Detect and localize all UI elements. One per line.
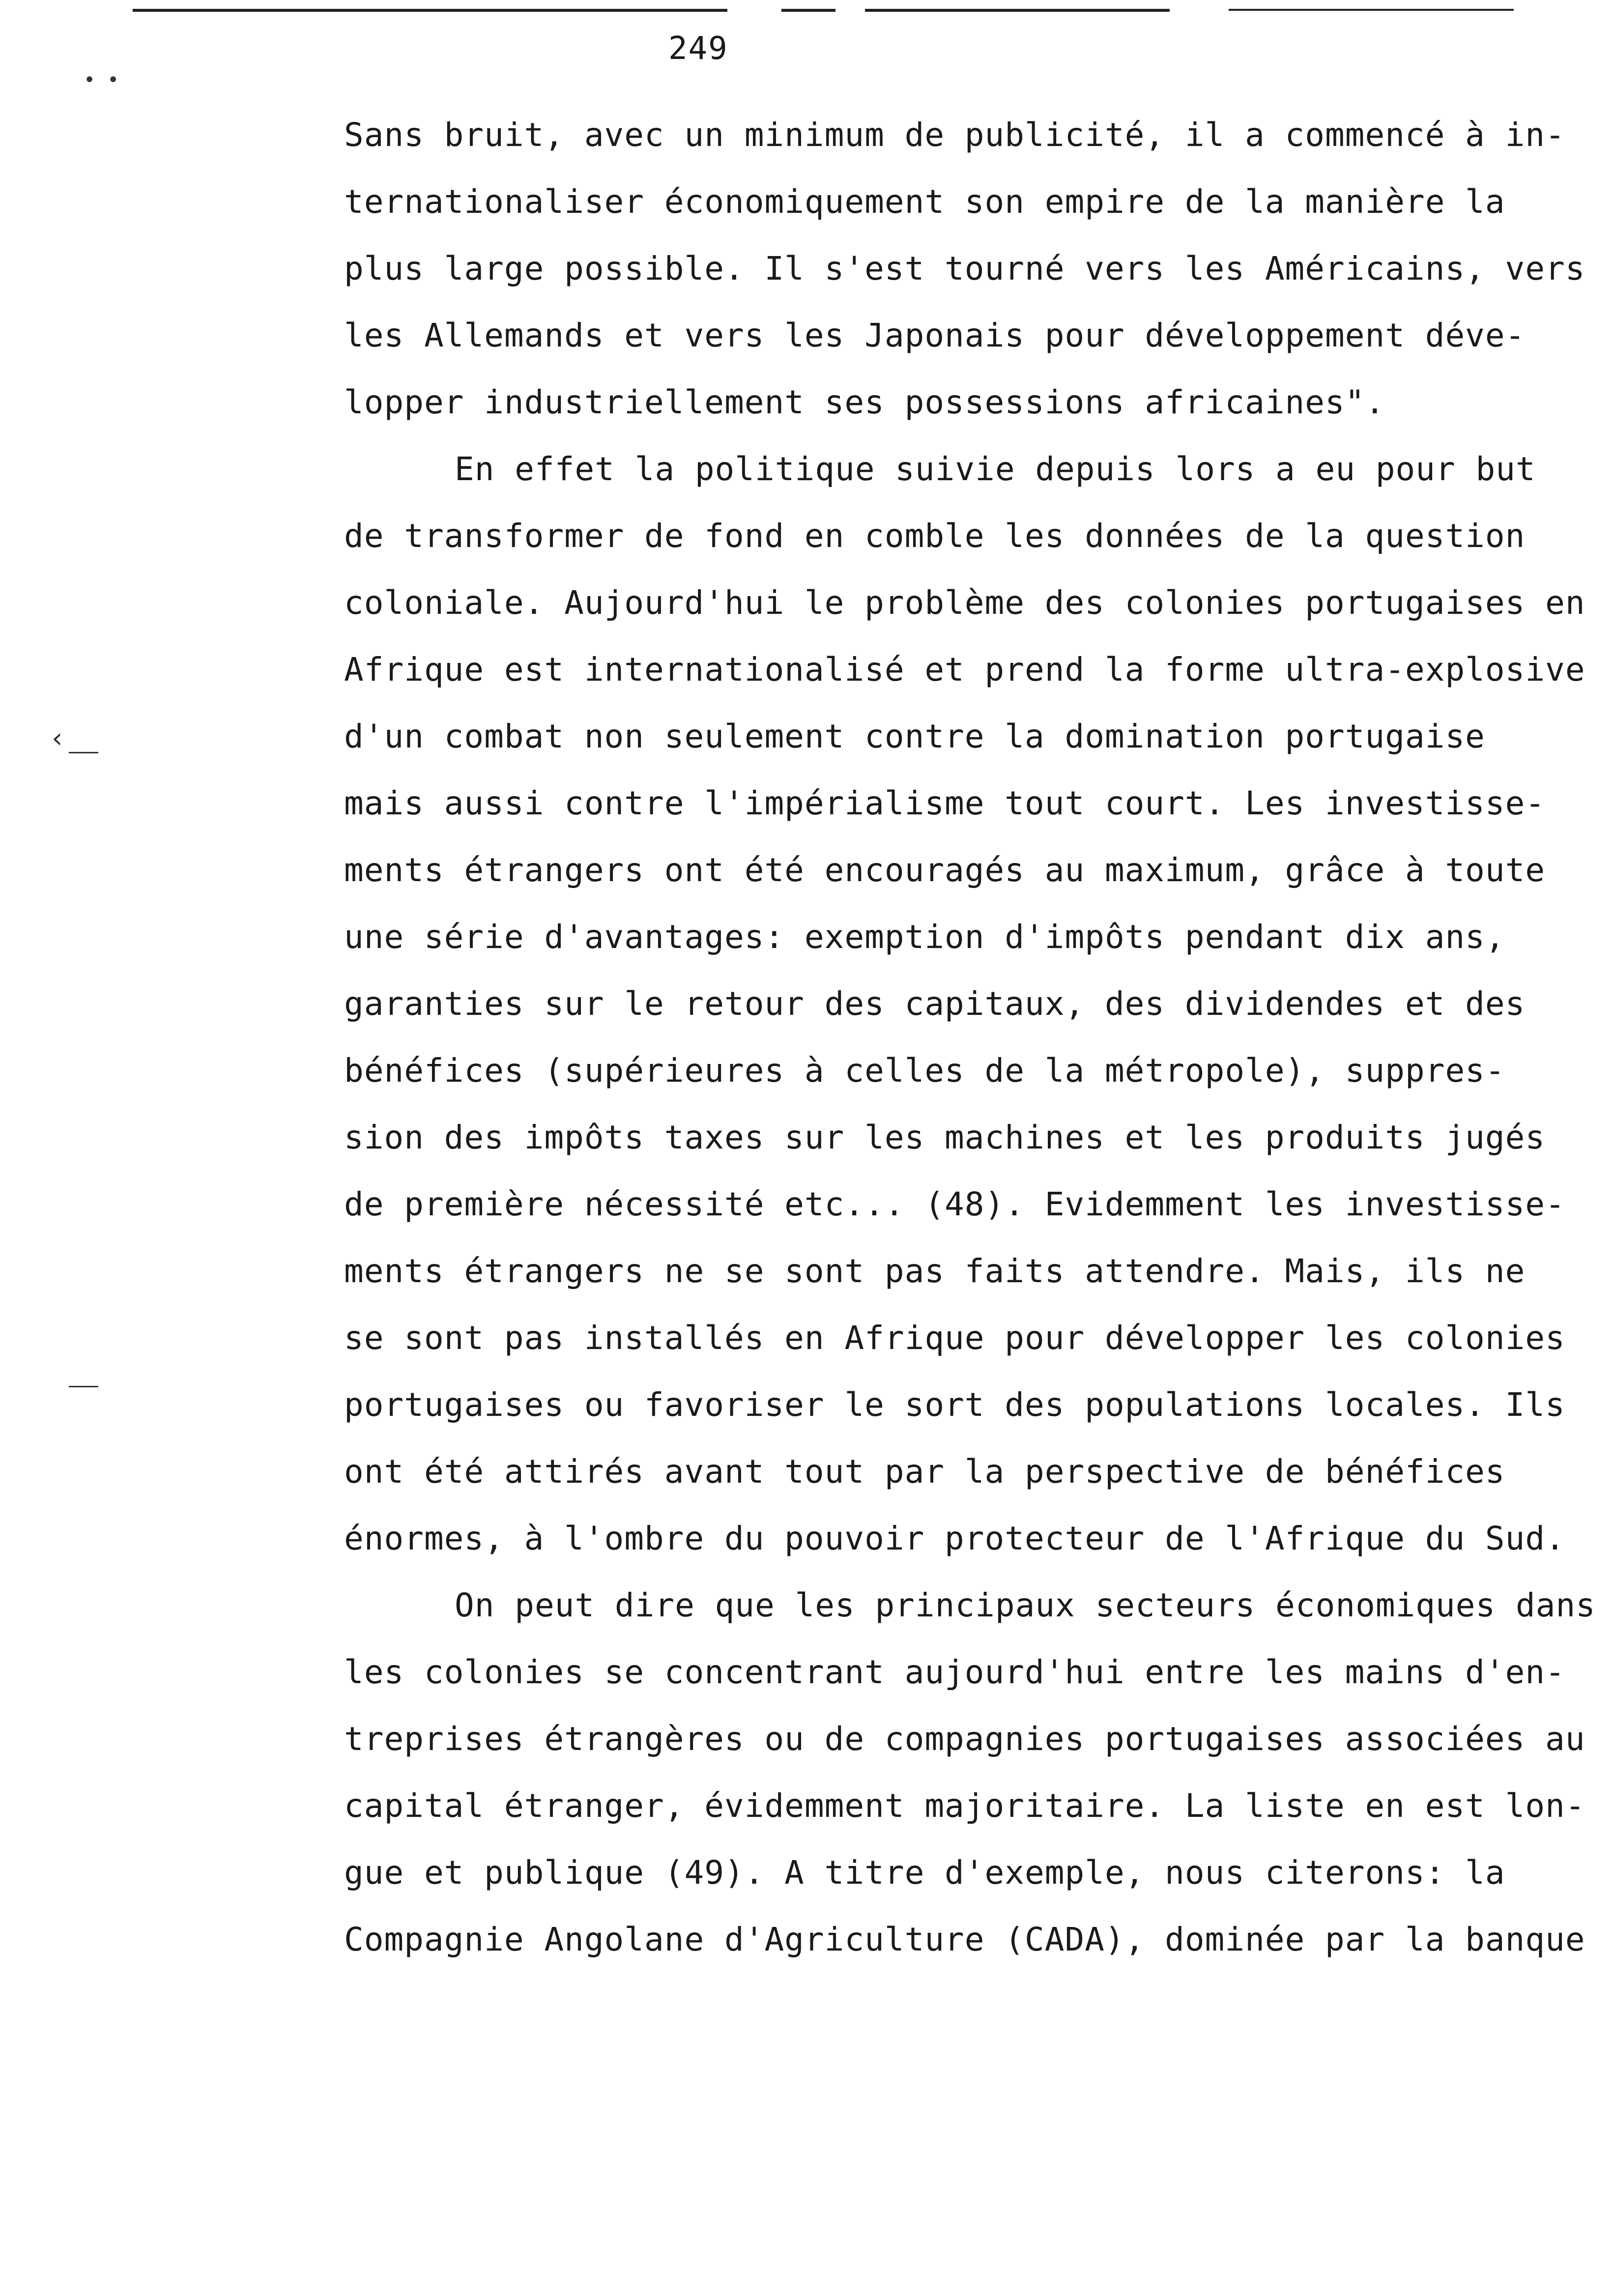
margin-mark-1: • • xyxy=(84,69,119,91)
text-line: treprises étrangères ou de compagnies portugaises associées au xyxy=(344,1720,1585,1758)
text-line: On peut dire que les principaux secteurs économiques dans xyxy=(455,1586,1596,1624)
text-line: énormes, à l'ombre du pouvoir protecteur de l'Afrique du Sud. xyxy=(344,1520,1565,1557)
top-rule-3 xyxy=(865,9,1170,12)
text-line: ont été attirés avant tout par la perspective de bénéfices xyxy=(344,1453,1505,1491)
text-line: Sans bruit, avec un minimum de publicité, il a commencé à in- xyxy=(344,116,1565,154)
margin-mark-3 xyxy=(69,752,98,753)
text-line: Compagnie Angolane d'Agriculture (CADA), dominée par la banque xyxy=(344,1921,1585,1958)
text-line: lopper industriellement ses possessions africaines". xyxy=(344,383,1385,421)
text-line: portugaises ou favoriser le sort des populations locales. Ils xyxy=(344,1386,1565,1424)
text-line: capital étranger, évidemment majoritaire. La liste en est lon- xyxy=(344,1787,1585,1825)
text-line: gue et publique (49). A titre d'exemple, nous citerons: la xyxy=(344,1854,1505,1892)
text-line: les Allemands et vers les Japonais pour développement déve- xyxy=(344,316,1526,354)
text-line: une série d'avantages: exemption d'impôts pendant dix ans, xyxy=(344,918,1505,956)
text-line: ments étrangers ne se sont pas faits attendre. Mais, ils ne xyxy=(344,1252,1526,1290)
top-rule-2 xyxy=(781,9,835,12)
text-line: de première nécessité etc... (48). Evidemment les investisse- xyxy=(344,1185,1565,1223)
margin-mark-4 xyxy=(69,1386,98,1387)
text-line: En effet la politique suivie depuis lors a eu pour but xyxy=(455,450,1536,488)
text-line: coloniale. Aujourd'hui le problème des colonies portugaises en xyxy=(344,584,1585,622)
text-line: ments étrangers ont été encouragés au maximum, grâce à toute xyxy=(344,851,1546,889)
text-line: d'un combat non seulement contre la domination portugaise xyxy=(344,718,1485,755)
text-line: bénéfices (supérieures à celles de la métropole), suppres- xyxy=(344,1052,1505,1090)
text-line: garanties sur le retour des capitaux, des dividendes et des xyxy=(344,985,1526,1023)
margin-mark-2: ‹ xyxy=(49,722,66,754)
text-line: plus large possible. Il s'est tourné vers les Américains, vers xyxy=(344,250,1585,287)
text-line: Afrique est internationalisé et prend la forme ultra-explosive xyxy=(344,651,1585,689)
page-number: 249 xyxy=(668,30,728,67)
text-line: sion des impôts taxes sur les machines et les produits jugés xyxy=(344,1119,1546,1156)
text-line: mais aussi contre l'impérialisme tout court. Les investisse- xyxy=(344,784,1546,822)
text-line: ternationaliser économiquement son empire de la manière la xyxy=(344,183,1505,221)
text-line: se sont pas installés en Afrique pour développer les colonies xyxy=(344,1319,1565,1357)
text-line: les colonies se concentrant aujourd'hui entre les mains d'en- xyxy=(344,1653,1565,1691)
top-rule-1 xyxy=(133,9,727,12)
top-rule-4 xyxy=(1229,9,1514,11)
text-line: de transformer de fond en comble les données de la question xyxy=(344,517,1526,555)
